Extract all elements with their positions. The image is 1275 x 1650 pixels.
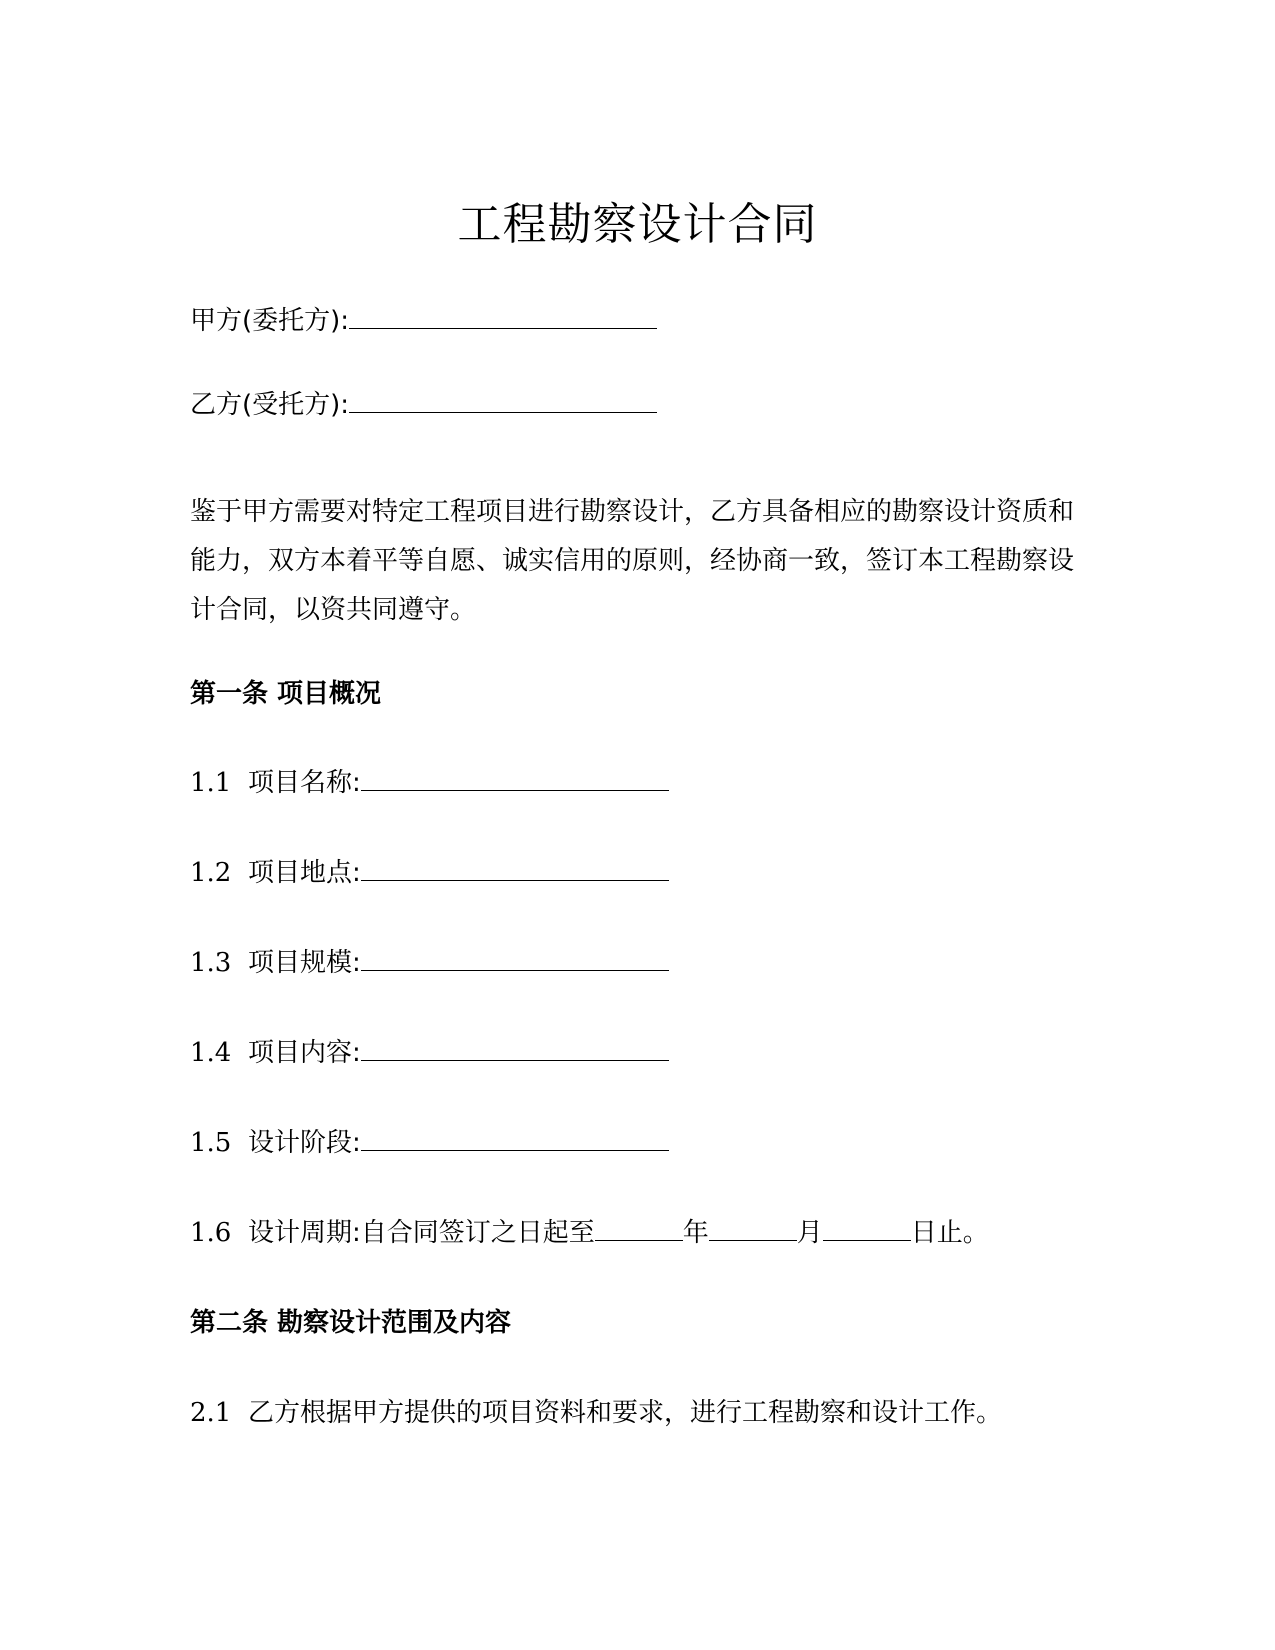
project-name-blank[interactable] — [361, 766, 669, 791]
item-2-1 — [190, 1396, 1002, 1430]
item-1-3 — [190, 946, 669, 980]
item-number: 1.5 — [190, 1128, 232, 1158]
item-number: 1.6 — [190, 1218, 232, 1248]
article-2-heading: 第二条 勘察设计范围及内容 — [190, 1308, 512, 1338]
month-label: 月 — [796, 1218, 823, 1248]
article-1-heading: 第一条 项目概况 — [190, 679, 382, 709]
item-1-6 — [190, 1216, 989, 1250]
item-number: 2.1 — [190, 1398, 232, 1428]
party-b-label: 乙方(受托方): — [190, 390, 350, 420]
item-label: 设计阶段: — [248, 1128, 361, 1158]
project-scale-blank[interactable] — [361, 946, 669, 971]
item-number: 1.2 — [190, 858, 232, 888]
party-b-blank[interactable] — [349, 388, 657, 413]
item-text: 乙方根据甲方提供的项目资料和要求，进行工程勘察和设计工作。 — [248, 1398, 1003, 1428]
item-label: 项目规模: — [248, 948, 361, 978]
party-b-line — [190, 388, 657, 422]
item-1-1 — [190, 766, 669, 800]
item-number: 1.4 — [190, 1038, 232, 1068]
item-number: 1.1 — [190, 768, 232, 798]
party-a-line — [190, 304, 657, 338]
item-1-4 — [190, 1036, 669, 1070]
item-1-5 — [190, 1126, 669, 1160]
project-content-blank[interactable] — [361, 1036, 669, 1061]
item-label: 设计周期:自合同签订之日起至 — [248, 1218, 595, 1248]
project-location-blank[interactable] — [361, 856, 669, 881]
party-a-label: 甲方(委托方): — [190, 306, 350, 336]
year-blank[interactable] — [595, 1216, 683, 1241]
day-end-label: 日止。 — [910, 1218, 989, 1248]
party-a-blank[interactable] — [349, 304, 657, 329]
year-label: 年 — [682, 1218, 709, 1248]
item-label: 项目内容: — [248, 1038, 361, 1068]
item-number: 1.3 — [190, 948, 232, 978]
day-blank[interactable] — [823, 1216, 911, 1241]
item-1-2 — [190, 856, 669, 890]
month-blank[interactable] — [709, 1216, 797, 1241]
document-title: 工程勘察设计合同 — [457, 199, 818, 250]
design-stage-blank[interactable] — [361, 1126, 669, 1151]
item-label: 项目名称: — [248, 768, 361, 798]
preamble-paragraph: 鉴于甲方需要对特定工程项目进行勘察设计，乙方具备相应的勘察设计资质和能力，双方本着平等自愿、诚实信用的原则，经协商一致，签订本工程勘察设计合同，以资共同遵守。 — [190, 497, 1075, 625]
item-label: 项目地点: — [248, 858, 361, 888]
